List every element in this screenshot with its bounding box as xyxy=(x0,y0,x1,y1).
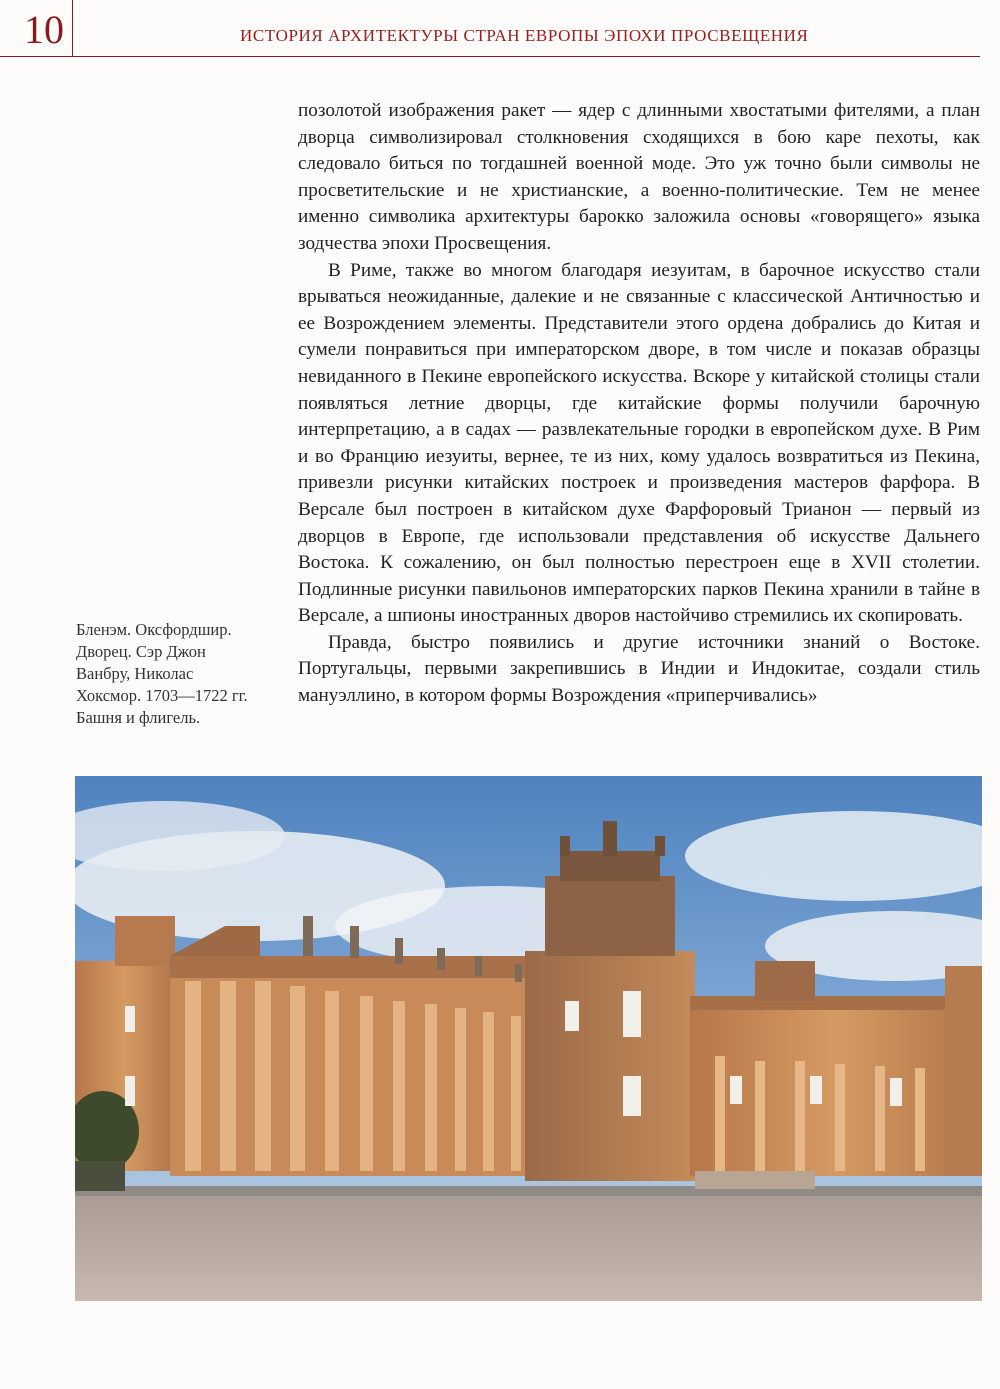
palace-photo xyxy=(75,776,982,1301)
caption-line: Хоксмор. 1703—1722 гг. xyxy=(76,686,248,705)
caption-line: Башня и флигель. xyxy=(76,708,201,727)
caption-line: Дворец. Сэр Джон xyxy=(76,642,206,661)
paragraph-1: позолотой изображения ракет — ядер с длинными хвостатыми фителями, а план дворца символизировал столкновения сходящихся в бою каре пехоты, как следовало биться по тогдашней военной моде. Это уж точно были символы не просветительские и не христианские, а военно-политические. Тем не менее именно символика архитектуры барокко заложила основы «говорящего» языка зодчества эпохи Просвещения. xyxy=(298,100,980,254)
header-rule xyxy=(0,56,980,57)
running-title: ИСТОРИЯ АРХИТЕКТУРЫ СТРАН ЕВРОПЫ ЭПОХИ ПРОСВЕЩЕНИЯ xyxy=(240,26,809,45)
paragraph-2: В Риме, также во многом благодаря иезуитам, в барочное искусство стали врываться неожиданные, далекие и не связанные с классической Античностью и ее Возрождением элементы. Представители этого ордена добрались до Китая и сумели понравиться при императорском дворе, в том числе и показав образцы невиданного в Пекине европейского искусства. Вскоре у китайской столицы стали появляться летние дворцы, где китайские формы получили барочную интерпретацию, а в садах — развлекательные городки в европейском духе. В Рим и во Францию иезуиты, вернее, те из них, кому удалось возвратиться из Пекина, привезли рисунки китайских построек и произведения мастеров фарфора. В Версале был построен в китайском духе Фарфоровый Трианон — первый из дворцов в Европе, где использовали представления об искусстве Дальнего Востока. К сожалению, он был полностью перестроен еще в XVII столетии. Подлинные рисунки павильонов императорских парков Пекина хранили в тайне в Версале, а шпионы иностранных дворов настойчиво стремились их скопировать. xyxy=(298,259,980,627)
caption-line: Бленэм. Оксфордшир. xyxy=(76,620,232,639)
caption-line: Ванбру, Николас xyxy=(76,664,194,683)
page-number: 10 xyxy=(24,7,64,52)
body-text xyxy=(298,98,980,710)
photo-caption xyxy=(76,619,276,729)
page-header xyxy=(0,0,1000,58)
header-divider-vertical xyxy=(72,0,73,57)
paragraph-3: Правда, быстро появились и другие источники знаний о Востоке. Португальцы, первыми закрепившись в Индии и Индокитае, создали стиль мануэллино, в котором формы Возрождения «приперчивались» xyxy=(298,631,980,707)
